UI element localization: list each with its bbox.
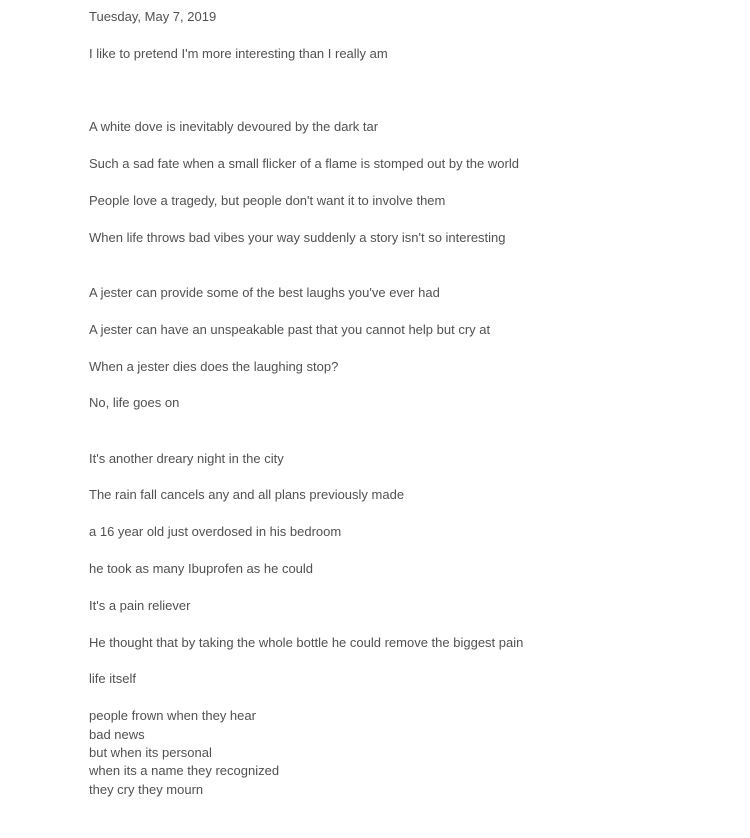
entry-line: When a jester dies does the laughing stop? bbox=[89, 358, 339, 374]
entry-line: When life throws bad vibes your way suddenly a story isn't so interesting bbox=[89, 229, 506, 245]
entry-line: people frown when they hear bbox=[89, 708, 256, 724]
stanza-mourn bbox=[89, 707, 730, 799]
entry-line: A white dove is inevitably devoured by the dark tar bbox=[89, 119, 379, 135]
entry-line: No, life goes on bbox=[89, 395, 180, 411]
entry-line: It's another dreary night in the city bbox=[89, 450, 284, 466]
entry-line: A jester can provide some of the best laughs you've ever had bbox=[89, 284, 440, 300]
entry-line: when its a name they recognized bbox=[89, 763, 280, 779]
entry-line: but when its personal bbox=[89, 744, 212, 760]
entry-line: a 16 year old just overdosed in his bedroom bbox=[89, 524, 342, 540]
stanza-dove bbox=[89, 118, 730, 247]
entry-line: they cry they mourn bbox=[89, 781, 204, 797]
entry-line: A jester can have an unspeakable past that you cannot help but cry at bbox=[89, 321, 491, 337]
entry-intro-line: I like to pretend I'm more interesting than I really am bbox=[89, 45, 388, 61]
entry-line: bad news bbox=[89, 726, 145, 742]
entry-line: The rain fall cancels any and all plans previously made bbox=[89, 487, 405, 503]
entry-line: he took as many Ibuprofen as he could bbox=[89, 560, 314, 576]
entry-stanzas bbox=[89, 118, 730, 799]
entry-line: Such a sad fate when a small flicker of a flame is stomped out by the world bbox=[89, 156, 519, 172]
stanza-city bbox=[89, 450, 730, 689]
entry-line: It's a pain reliever bbox=[89, 597, 191, 613]
entry-line: People love a tragedy, but people don't want it to involve them bbox=[89, 192, 446, 208]
entry-date: Tuesday, May 7, 2019 bbox=[89, 9, 217, 24]
entry-line: life itself bbox=[89, 671, 136, 687]
stanza-jester bbox=[89, 284, 730, 413]
entry-line: He thought that by taking the whole bottle he could remove the biggest pain bbox=[89, 634, 524, 650]
